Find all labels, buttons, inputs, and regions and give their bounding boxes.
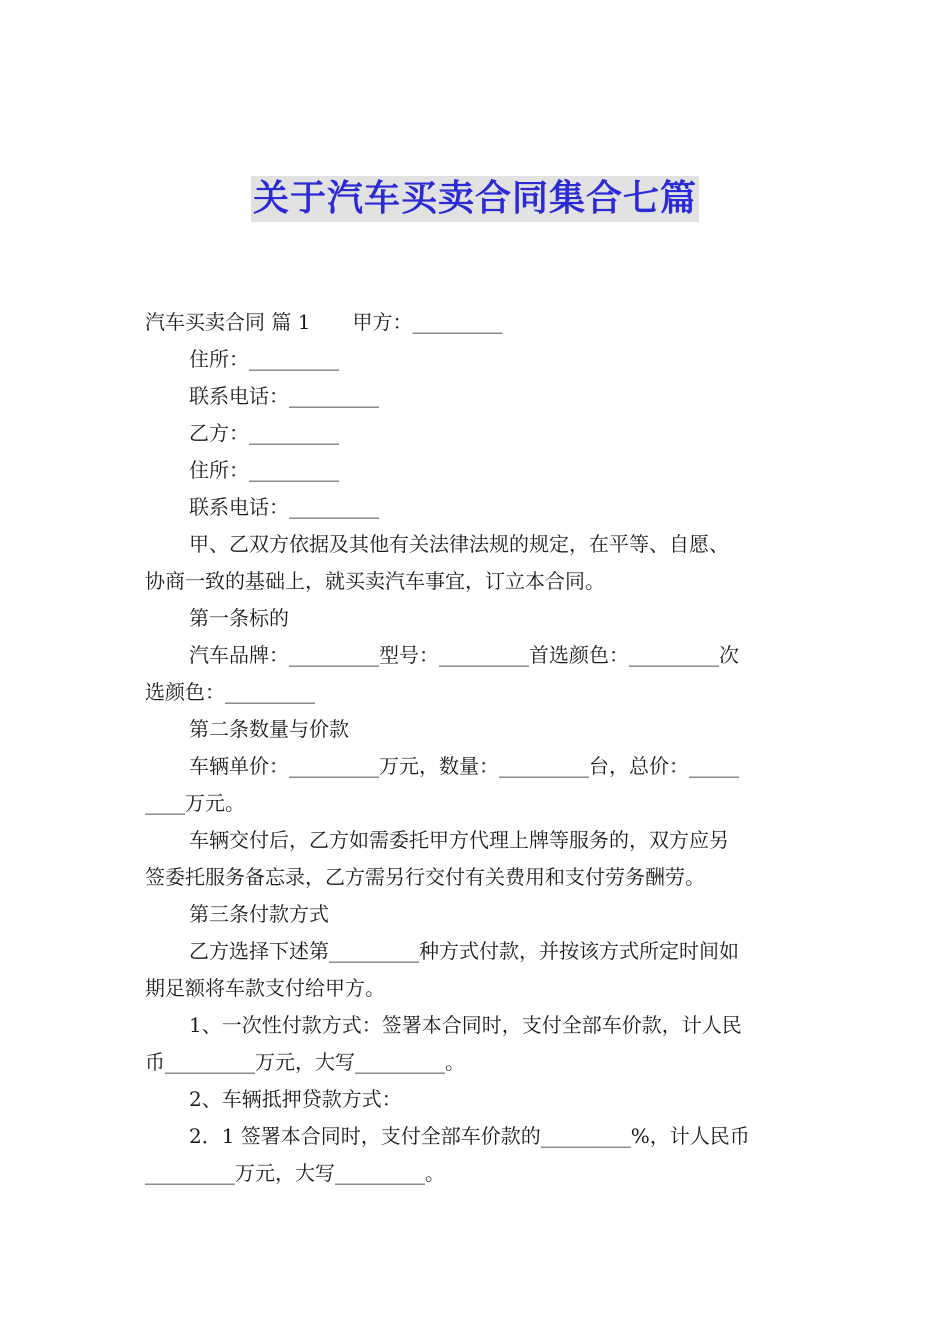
lump-sum-line-1: 1、一次性付款方式：签署本合同时，支付全部车价款，计人民 — [189, 1013, 742, 1037]
preamble-line-1: 甲、乙双方依据及其他有关法律法规的规定，在平等、自愿、 — [189, 532, 729, 556]
party-a-field: 甲方：_________ — [352, 310, 503, 334]
vehicle-info-line-1: 汽车品牌：_________型号：_________首选颜色：_________次 — [189, 643, 739, 667]
party-b-address: 住所：_________ — [189, 458, 339, 482]
party-a-address: 住所：_________ — [189, 347, 339, 371]
loan-method-heading: 2、车辆抵押贷款方式： — [189, 1087, 402, 1111]
article-3-heading: 第三条付款方式 — [189, 902, 329, 926]
document-body — [145, 304, 807, 1192]
payment-choice-line-2: 期足额将车款支付给甲方。 — [145, 976, 385, 1000]
payment-choice-line-1: 乙方选择下述第_________种方式付款，并按该方式所定时间如 — [189, 939, 739, 963]
contract-header-line — [145, 304, 807, 341]
lump-sum-line-2: 币_________万元，大写_________。 — [145, 1050, 465, 1074]
document-title: 关于汽车买卖合同集合七篇 — [251, 176, 699, 222]
party-b-phone: 联系电话：_________ — [189, 495, 379, 519]
party-a-phone: 联系电话：_________ — [189, 384, 379, 408]
delivery-line-2: 签委托服务备忘录，乙方需另行交付有关费用和支付劳务酬劳。 — [145, 865, 705, 889]
price-line-1: 车辆单价：_________万元，数量：_________台，总价：_____ — [189, 754, 739, 778]
article-2-heading: 第二条数量与价款 — [189, 717, 349, 741]
loan-clause-line-1: 2．1 签署本合同时，支付全部车价款的_________%，计人民币 — [189, 1124, 750, 1148]
loan-clause-line-2: _________万元，大写_________。 — [145, 1161, 445, 1185]
vehicle-info-line-2: 选颜色：_________ — [145, 680, 315, 704]
contract-section-heading: 汽车买卖合同 篇 1 — [145, 310, 311, 334]
preamble-line-2: 协商一致的基础上，就买卖汽车事宜，订立本合同。 — [145, 569, 605, 593]
price-line-2: ____万元。 — [145, 791, 245, 815]
title-container — [0, 176, 950, 222]
delivery-line-1: 车辆交付后，乙方如需委托甲方代理上牌等服务的，双方应另 — [189, 828, 729, 852]
party-b-field: 乙方：_________ — [189, 421, 339, 445]
article-1-heading: 第一条标的 — [189, 606, 289, 630]
